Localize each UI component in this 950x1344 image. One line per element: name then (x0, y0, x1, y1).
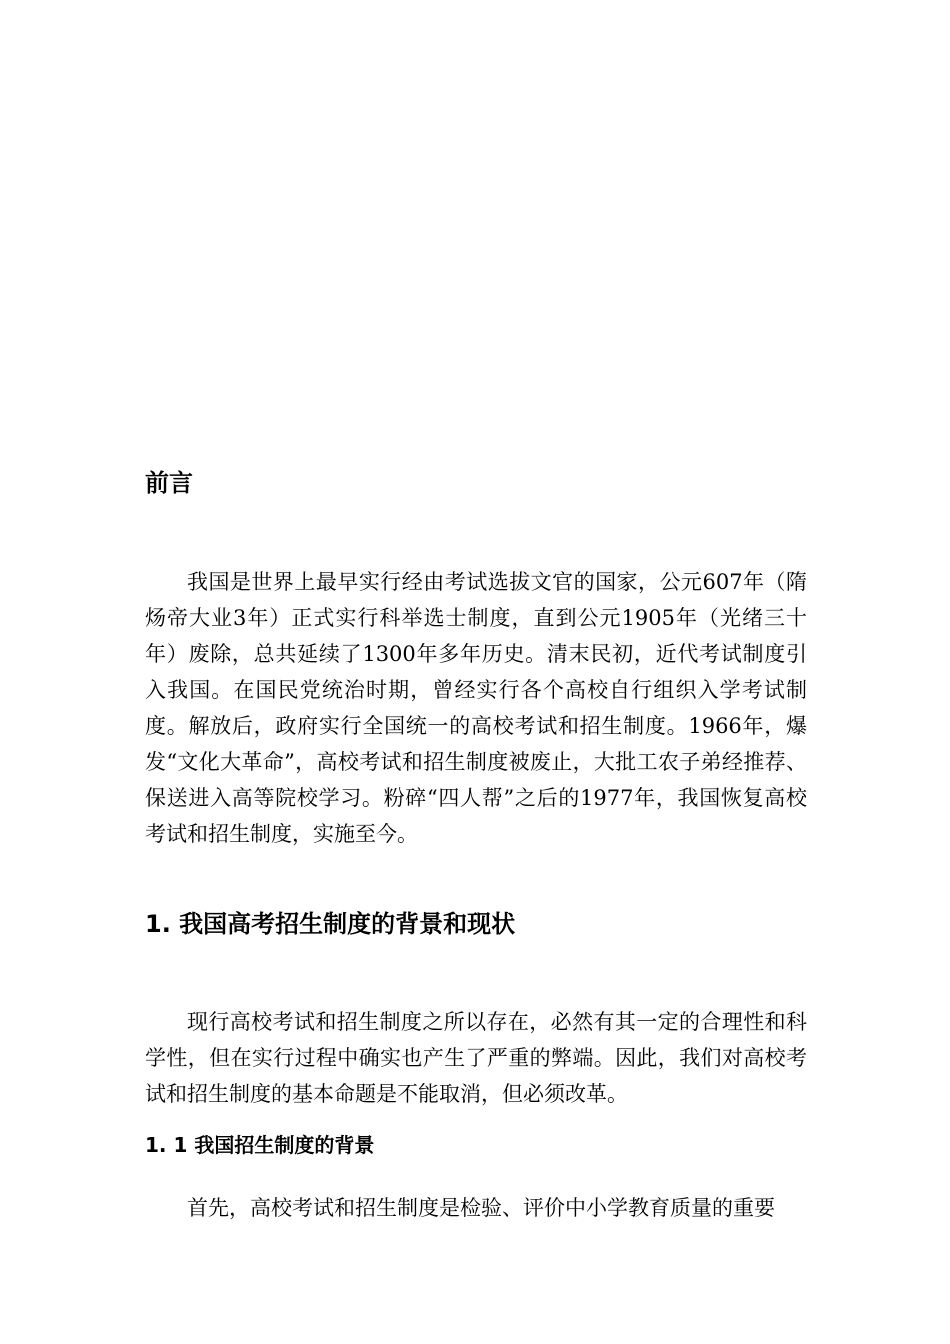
section-1-1-heading: 1. 1 我国招生制度的背景 (145, 1133, 375, 1157)
section-1-heading: 1. 我国高考招生制度的背景和现状 (145, 910, 516, 938)
section-1-paragraph: 现行高校考试和招生制度之所以存在，必然有其一定的合理性和科学性，但在实行过程中确实也产生了严重的弊端。因此，我们对高校考试和招生制度的基本命题是不能取消，但必须改革。 (145, 1010, 807, 1106)
section-1-1-paragraph: 首先，高校考试和招生制度是检验、评价中小学教育质量的重要 (187, 1196, 775, 1220)
preface-heading: 前言 (145, 469, 193, 497)
preface-paragraph: 我国是世界上最早实行经由考试选拔文官的国家，公元607年（隋炀帝大业3年）正式实行科举选士制度，直到公元1905年（光绪三十年）废除，总共延续了1300年多年历史。清末民初，近代考试制度引入我国。在国民党统治时期，曾经实行各个高校自行组织入学考试制度。解放后，政府实行全国统一的高校考试和招生制度。1966年，爆发“文化大革命”，高校考试和招生制度被废止，大批工农子弟经推荐、保送进入高等院校学习。粉碎“四人帮”之后的1977年，我国恢复高校考试和招生制度，实施至今。 (145, 570, 807, 846)
